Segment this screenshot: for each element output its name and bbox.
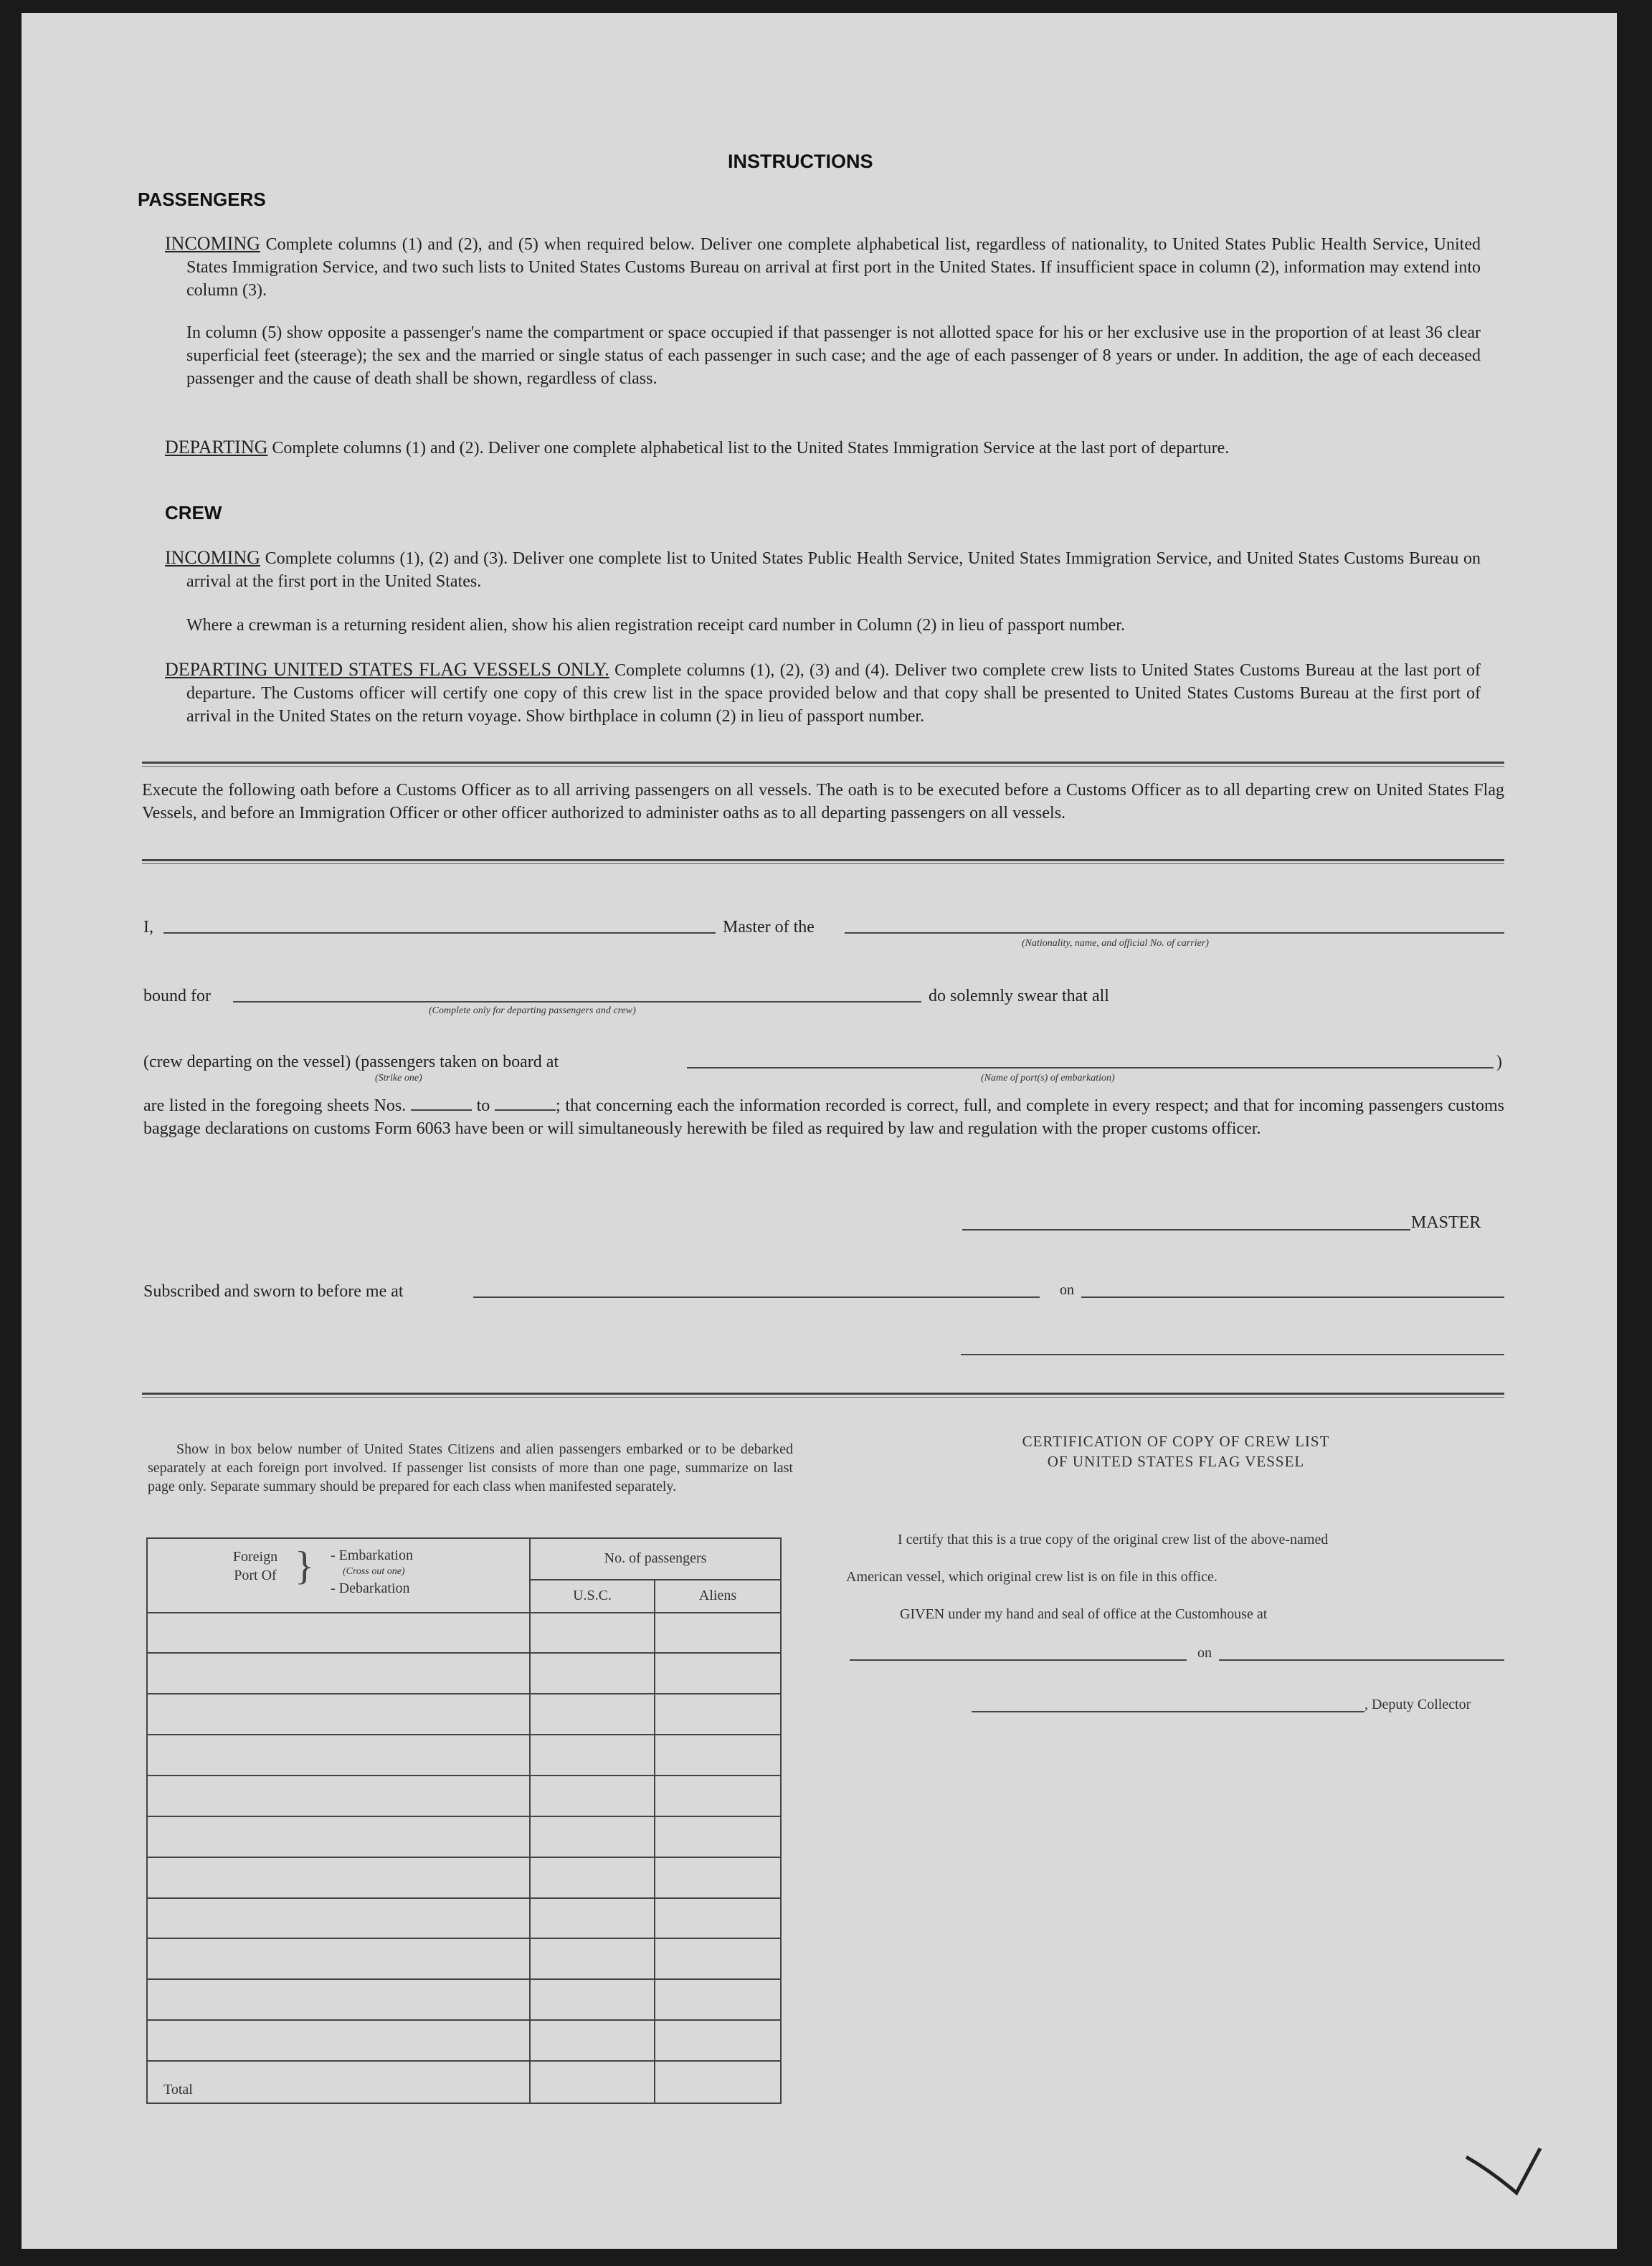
master-signature-field[interactable] <box>962 1229 1410 1231</box>
sworn-place-field[interactable] <box>473 1296 1040 1298</box>
certification-title-line1: CERTIFICATION OF COPY OF CREW LIST <box>1022 1433 1330 1450</box>
destination-field[interactable] <box>233 1001 921 1002</box>
total-usc-cell[interactable] <box>530 2061 655 2103</box>
table-cell[interactable] <box>655 1816 781 1857</box>
on-label: on <box>1060 1282 1074 1298</box>
total-aliens-cell[interactable] <box>655 2061 781 2103</box>
crew-departing-label: (crew departing on the vessel) (passengers taken on board at <box>143 1053 559 1071</box>
sheets-to-field[interactable] <box>495 1109 556 1111</box>
certification-title-line2: OF UNITED STATES FLAG VESSEL <box>1047 1453 1305 1470</box>
sheets-paragraph <box>143 1094 1504 1140</box>
passengers-departing-paragraph <box>165 436 1481 460</box>
sheets-rest: ; that concerning each the information recorded is correct, full, and complete in every respect; and that for incoming passengers customs baggage declarations on customs Form 6063 have been or will simultaneously herewith be filed as required by law and regulation with the proper customs officer. <box>143 1096 1505 1138</box>
table-cell[interactable] <box>655 1735 781 1776</box>
table-cell[interactable] <box>655 1613 781 1654</box>
carrier-note: (Nationality, name, and official No. of carrier) <box>1022 938 1209 949</box>
strike-one-note: (Strike one) <box>375 1073 422 1084</box>
sheets-lead: are listed in the foregoing sheets Nos. <box>143 1096 407 1115</box>
table-cell[interactable] <box>530 1694 655 1735</box>
table-cell[interactable] <box>530 1735 655 1776</box>
table-row[interactable] <box>147 1857 530 1898</box>
table-cell[interactable] <box>530 1653 655 1694</box>
crew-heading: CREW <box>165 502 222 523</box>
officer-signature-field[interactable] <box>961 1354 1504 1355</box>
deputy-collector-label: , Deputy Collector <box>1364 1697 1471 1712</box>
table-cell[interactable] <box>655 1653 781 1694</box>
table-cell[interactable] <box>530 2020 655 2061</box>
passenger-summary-table <box>146 1537 782 2104</box>
usc-header: U.S.C. <box>530 1580 655 1613</box>
table-row[interactable] <box>147 1979 530 2020</box>
deputy-signature-field[interactable] <box>972 1711 1364 1712</box>
table-row[interactable] <box>147 1898 530 1939</box>
cert-on-label: on <box>1197 1645 1212 1661</box>
column5-paragraph: In column (5) show opposite a passenger's name the compartment or space occupied if that passenger is not allotted space for his or her exclusive use in the proportion of at least 36 clear superficial feet (steerage); the sex and the married or single status of each passenger in such case; and the age of each passenger of 8 years or under. In addition, the age of each deceased passenger and the cause of death shall be shown, regardless of class. <box>186 323 1481 388</box>
table-row[interactable] <box>147 1613 530 1654</box>
table-cell[interactable] <box>530 1816 655 1857</box>
document-page <box>22 13 1617 2249</box>
passengers-heading: PASSENGERS <box>138 189 266 210</box>
oath-intro: Execute the following oath before a Customs Officer as to all arriving passengers on all vessels. The oath is to be executed before a Customs Officer as to all departing crew on United States Flag Vessels, and before an Immigration Officer or other officer authorized to administer oaths as to all departing passengers on all vessels. <box>142 781 1504 823</box>
subscribed-label: Subscribed and sworn to before me at <box>143 1282 404 1301</box>
table-cell[interactable] <box>655 2020 781 2061</box>
total-label: Total <box>147 2061 530 2103</box>
embarkation-label: - Embarkation <box>331 1547 413 1563</box>
crew-incoming-label: INCOMING <box>165 547 260 568</box>
no-of-passengers-header: No. of passengers <box>530 1538 781 1580</box>
foreign-port-of-label: Foreign Port Of <box>232 1549 278 1583</box>
sheets-from-field[interactable] <box>411 1109 472 1111</box>
departing-text: Complete columns (1) and (2). Deliver one complete alphabetical list to the United States Immigration Service at the last port of departure. <box>272 439 1230 458</box>
crew-incoming-text: Complete columns (1), (2) and (3). Deliver one complete list to United States Public Health Service, United States Immigration Service, and United States Customs Bureau on arrival at the first port in the United States. <box>186 549 1481 591</box>
table-cell[interactable] <box>530 1938 655 1979</box>
table-cell[interactable] <box>655 1776 781 1816</box>
incoming-text: Complete columns (1) and (2), and (5) when required below. Deliver one complete alphabetical list, regardless of nationality, to United States Public Health Service, United States Immigration Service, and two such lists to United States Customs Bureau on arrival at first port in the United States. If insufficient space in column (2), information may extend into column (3). <box>186 235 1481 300</box>
foreign-port-header <box>147 1538 530 1613</box>
table-row[interactable] <box>147 1776 530 1816</box>
customhouse-field[interactable] <box>850 1659 1187 1661</box>
carrier-field[interactable] <box>845 932 1504 934</box>
table-row[interactable] <box>147 1694 530 1735</box>
table-row[interactable] <box>147 1735 530 1776</box>
cert-date-field[interactable] <box>1219 1659 1504 1661</box>
debarkation-label: - Debarkation <box>331 1580 410 1596</box>
certification-text-line2: American vessel, which original crew list is on file in this office. <box>846 1569 1217 1585</box>
port-note: (Name of port(s) of embarkation) <box>981 1073 1115 1084</box>
summary-note: Show in box below number of United States Citizens and alien passengers embarked or to be debarked separately at each foreign port involved. If passenger list consists of more than one page, summarize on last page only. Separate summary should be prepared for each class when manifested separately. <box>148 1441 793 1494</box>
table-row[interactable] <box>147 1816 530 1857</box>
master-name-field[interactable] <box>163 932 716 934</box>
table-cell[interactable] <box>655 1938 781 1979</box>
close-paren: ) <box>1496 1053 1502 1071</box>
sworn-date-field[interactable] <box>1081 1296 1504 1298</box>
returning-resident-paragraph: Where a crewman is a returning resident alien, show his alien registration receipt card number in Column (2) in lieu of passport number. <box>186 616 1125 635</box>
table-cell[interactable] <box>655 1857 781 1898</box>
table-cell[interactable] <box>530 1898 655 1939</box>
table-cell[interactable] <box>655 1694 781 1735</box>
master-label: MASTER <box>1411 1213 1481 1232</box>
port-of-embarkation-field[interactable] <box>687 1067 1494 1068</box>
incoming-label: INCOMING <box>165 233 260 254</box>
crew-departing-paragraph <box>165 658 1481 728</box>
table-row[interactable] <box>147 2020 530 2061</box>
table-cell[interactable] <box>530 1979 655 2020</box>
flag-vessels-text: Complete columns (1), (2), (3) and (4). Deliver two complete crew lists to United States Customs Bureau at the last port of departure. The Customs officer will certify one copy of this crew list in the space provided below and that copy shall be presented to United States Customs Bureau at the first port of arrival in the United States on the return voyage. Show birthplace in column (2) in lieu of passport number. <box>186 661 1481 726</box>
passengers-incoming-paragraph <box>165 232 1481 302</box>
brace-icon: } <box>295 1544 314 1588</box>
crew-incoming-paragraph <box>165 546 1481 593</box>
master-of-label: Master of the <box>723 918 815 937</box>
table-cell[interactable] <box>530 1857 655 1898</box>
table-cell[interactable] <box>530 1776 655 1816</box>
table-cell[interactable] <box>655 1979 781 2020</box>
to-label: to <box>476 1096 490 1115</box>
table-row[interactable] <box>147 1653 530 1694</box>
bound-for-label: bound for <box>143 987 211 1005</box>
departing-note: (Complete only for departing passengers and crew) <box>429 1005 636 1016</box>
table-cell[interactable] <box>530 1613 655 1654</box>
check-mark-icon <box>1463 2143 1549 2207</box>
cross-out-note: (Cross out one) <box>343 1566 405 1577</box>
table-cell[interactable] <box>655 1898 781 1939</box>
swear-label: do solemnly swear that all <box>929 987 1109 1005</box>
departing-label: DEPARTING <box>165 437 268 458</box>
table-row[interactable] <box>147 1938 530 1979</box>
i-label: I, <box>143 918 153 937</box>
given-text: GIVEN under my hand and seal of office at the Customhouse at <box>900 1606 1268 1622</box>
aliens-header: Aliens <box>655 1580 781 1613</box>
divider-rule <box>142 1393 1504 1398</box>
divider-rule <box>142 762 1504 767</box>
divider-rule <box>142 859 1504 864</box>
page-title: INSTRUCTIONS <box>728 151 873 172</box>
certification-text-line1: I certify that this is a true copy of the original crew list of the above-named <box>898 1532 1329 1547</box>
flag-vessels-label: DEPARTING UNITED STATES FLAG VESSELS ONLY. <box>165 659 609 680</box>
